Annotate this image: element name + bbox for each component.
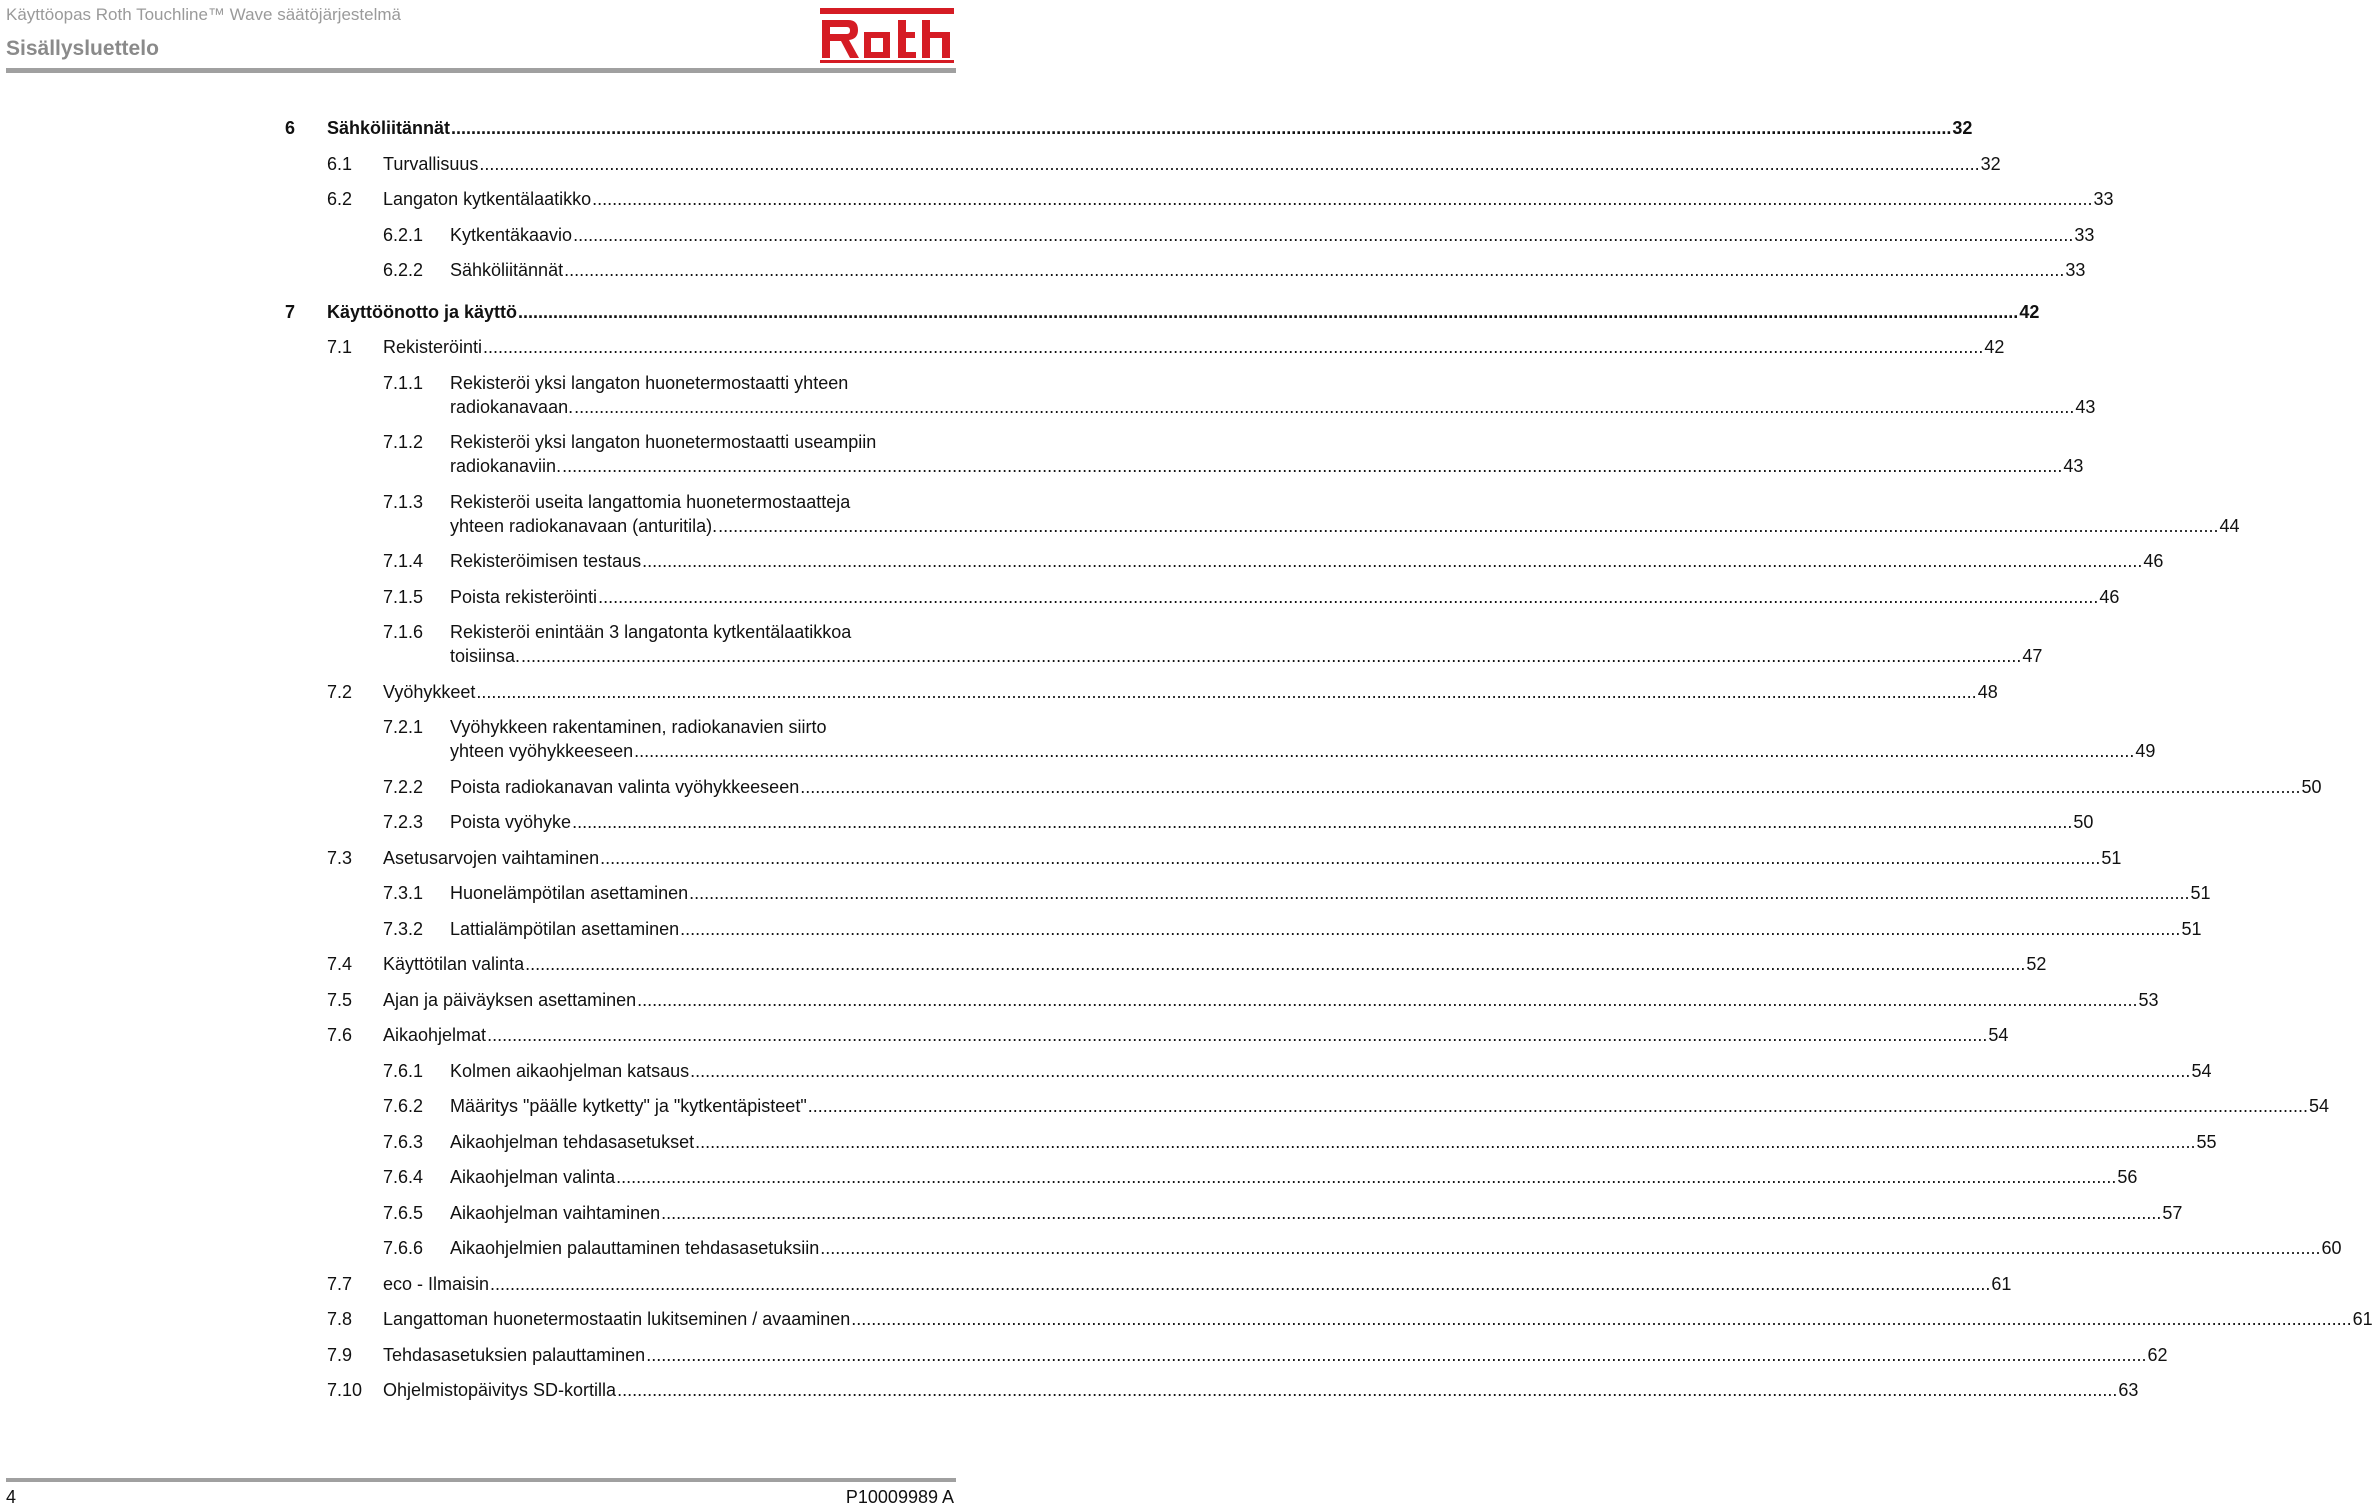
toc-entry[interactable] [285,116,1973,140]
toc-entry-title-continued: toisiinsa. [450,646,521,666]
toc-entry-page: 42 [1984,337,2005,357]
toc-entry[interactable] [285,300,2040,324]
toc-entry-title: Aikaohjelman vaihtaminen [450,1202,661,1223]
toc-entry-title: Rekisteröinti [383,337,483,357]
toc-entry-title: Vyöhykkeen rakentaminen, radiokanavien siirto [450,717,827,737]
toc-entry-page: 47 [2022,646,2043,666]
toc-entry[interactable] [327,1023,2009,1047]
toc-entry[interactable] [383,1165,2138,1189]
toc-entry-title: Ajan ja päiväyksen asettaminen [383,989,637,1010]
toc-entry[interactable] [383,549,2164,573]
toc-entry-number: 7.3.1 [383,883,424,903]
toc-entry-number: 7.2 [327,681,353,702]
dot-leader: ............................................................................................................................................................................................................................................................................................................ [592,189,2093,209]
toc-entry-title: Rekisteröi enintään 3 langatonta kytkentälaatikkoa [450,622,852,642]
toc-entry-page: 33 [2074,224,2095,245]
toc-entry-title: Sähköliitännät [450,260,564,280]
toc-entry[interactable] [383,490,2240,538]
toc-entry-number: 7.6.3 [383,1131,424,1152]
toc-entry-title-continued: yhteen radiokanavaan (anturitila). [450,515,718,536]
toc-entry-number: 7.6 [327,1025,353,1045]
toc-entry-number: 7.6.2 [383,1096,424,1116]
toc-entry-title: Tehdasasetuksien palauttaminen [383,1344,646,1365]
dot-leader: ............................................................................................................................................................................................................................................................................................................ [573,224,2074,245]
toc-entry-title: Poista radiokanavan valinta vyöhykkeeseen [450,776,800,797]
dot-leader: ............................................................................................................................................................................................................................................................................................................ [483,337,1984,357]
toc-entry[interactable] [327,988,2159,1012]
dot-leader: ............................................................................................................................................................................................................................................................................................................ [490,1273,1991,1294]
toc-entry[interactable] [383,775,2322,799]
toc-entry-title: Määritys "päälle kytketty" ja "kytkentäpisteet" [450,1096,807,1116]
dot-leader: ............................................................................................................................................................................................................................................................................................................ [617,1380,2118,1400]
toc-entry-number: 7.1.1 [383,372,424,393]
toc-entry[interactable] [383,620,2043,668]
dot-leader: ............................................................................................................................................................................................................................................................................................................ [800,776,2301,797]
toc-entry-number: 7.6.4 [383,1167,424,1187]
toc-entry-page: 32 [1952,118,1973,138]
toc-entry-number: 7.1 [327,337,353,357]
toc-entry[interactable] [327,846,2122,870]
toc-entry-page: 33 [2093,189,2114,209]
roth-logo [818,6,956,64]
toc-entry-number: 7.4 [327,954,353,974]
toc-entry[interactable] [383,715,2156,763]
dot-leader: ............................................................................................................................................................................................................................................................................................................ [598,586,2099,607]
dot-leader: ............................................................................................................................................................................................................................................................................................................ [807,1096,2309,1116]
dot-leader: ............................................................................................................................................................................................................................................................................................................ [564,260,2065,280]
toc-entry-page: 51 [2181,918,2202,939]
document-code: P10009989 A [845,1487,954,1507]
toc-entry[interactable] [383,1059,2212,1083]
toc-entry-title: Huonelämpötilan asettaminen [450,883,689,903]
toc-entry-title: Aikaohjelmien palauttaminen tehdasasetuksiin [450,1238,820,1258]
toc-entry-number: 7 [285,301,296,322]
toc-entry-title: eco - Ilmaisin [383,1273,490,1294]
toc-entry-title-continued: radiokanavaan. [450,396,574,417]
dot-leader: ............................................................................................................................................................................................................................................................................................................ [680,918,2181,939]
toc-entry-page: 33 [2065,260,2086,280]
toc-entry[interactable] [383,1094,2330,1118]
dot-leader: ............................................................................................................................................................................................................................................................................................................ [479,153,1980,174]
dot-leader: ............................................................................................................................................................................................................................................................................................................ [451,118,1952,138]
toc-entry-number: 6.2 [327,189,353,209]
toc-entry-title-continued: radiokanaviin. [450,456,562,476]
toc-entry[interactable] [327,152,2001,176]
toc-entry-title: Sähköliitännät [327,118,451,138]
toc-entry-title: Käyttöönotto ja käyttö [327,301,518,322]
toc-entry-title-continued: yhteen vyöhykkeeseen [450,741,634,761]
toc-entry[interactable] [383,1236,2342,1260]
toc-entry-number: 6.2.2 [383,260,424,280]
header-rule [6,68,956,73]
toc-entry-number: 7.2.3 [383,812,424,832]
toc-entry-page: 50 [2073,812,2094,832]
toc-entry-number: 6 [285,118,296,138]
toc-entry-page: 51 [2101,847,2122,868]
toc-entry-page: 54 [2309,1096,2330,1116]
toc-entry-title: Kolmen aikaohjelman katsaus [450,1060,690,1081]
page-number: 4 [6,1487,17,1507]
dot-leader: ............................................................................................................................................................................................................................................................................................................ [476,681,1977,702]
toc-entry-number: 6.2.1 [383,224,424,245]
toc-entry[interactable] [383,371,2096,419]
toc-entry-title: Langaton kytkentälaatikko [383,189,592,209]
toc-entry-title: Rekisteröi yksi langaton huonetermostaatti useampiin [450,432,877,452]
dot-leader: ............................................................................................................................................................................................................................................................................................................ [600,847,2101,868]
toc-entry-title: Turvallisuus [383,153,479,174]
toc-entry-page: 44 [2219,515,2240,536]
toc-entry[interactable] [383,917,2202,941]
dot-leader: ............................................................................................................................................................................................................................................................................................................ [695,1131,2196,1152]
toc-entry-title: Kytkentäkaavio [450,224,573,245]
toc-entry[interactable] [327,187,2114,211]
toc-entry-number: 7.2.1 [383,717,424,737]
toc-entry[interactable] [327,1343,2168,1367]
toc-entry-number: 7.7 [327,1273,353,1294]
dot-leader: ............................................................................................................................................................................................................................................................................................................ [637,989,2138,1010]
toc-entry[interactable] [383,810,2094,834]
dot-leader: ............................................................................................................................................................................................................................................................................................................ [689,883,2190,903]
toc-entry-number: 7.8 [327,1309,353,1329]
toc-entry[interactable] [383,1130,2217,1154]
toc-entry-number: 7.3 [327,847,353,868]
toc-entry-number: 7.1.2 [383,432,424,452]
toc-entry[interactable] [327,952,2047,976]
toc-entry-number: 7.1.4 [383,551,424,571]
dot-leader: ............................................................................................................................................................................................................................................................................................................ [642,551,2143,571]
toc-entry-page: 46 [2099,586,2120,607]
toc-entry-page: 42 [2019,301,2040,322]
toc-entry-page: 48 [1977,681,1998,702]
toc-entry[interactable] [327,1378,2139,1402]
toc-entry-page: 57 [2162,1202,2183,1223]
toc-entry[interactable] [383,223,2095,247]
dot-leader: ............................................................................................................................................................................................................................................................................................................ [661,1202,2162,1223]
toc-entry-page: 61 [1991,1273,2012,1294]
toc-entry[interactable] [327,1272,2012,1296]
toc-entry-title: Ohjelmistopäivitys SD-kortilla [383,1380,617,1400]
dot-leader: ............................................................................................................................................................................................................................................................................................................ [525,954,2026,974]
toc-entry-page: 43 [2063,456,2084,476]
toc-entry[interactable] [383,881,2211,905]
toc-entry-title: Asetusarvojen vaihtaminen [383,847,600,868]
toc-entry-page: 54 [2191,1060,2212,1081]
toc-entry-title: Rekisteröi yksi langaton huonetermostaatti yhteen [450,372,849,393]
toc-entry-title: Aikaohjelman valinta [450,1167,616,1187]
toc-entry-title: Aikaohjelman tehdasasetukset [450,1131,695,1152]
toc-entry-number: 7.9 [327,1344,353,1365]
dot-leader: ............................................................................................................................................................................................................................................................................................................ [820,1238,2321,1258]
toc-entry-page: 53 [2138,989,2159,1010]
toc-entry[interactable] [327,335,2005,359]
toc-entry-number: 7.5 [327,989,353,1010]
toc-entry-page: 50 [2301,776,2322,797]
dot-leader: ............................................................................................................................................................................................................................................................................................................ [521,646,2022,666]
toc-entry-title: Rekisteröimisen testaus [450,551,642,571]
page-title: Sisällysluettelo [6,37,159,60]
toc-entry-title: Langattoman huonetermostaatin lukitseminen / avaaminen [383,1309,851,1329]
toc-entry[interactable] [327,680,1998,704]
toc-entry-page: 55 [2196,1131,2217,1152]
toc-entry-title: Vyöhykkeet [383,681,476,702]
dot-leader: ............................................................................................................................................................................................................................................................................................................ [634,741,2135,761]
toc-entry-number: 7.2.2 [383,776,424,797]
toc-entry-page: 61 [2352,1309,2373,1329]
dot-leader: ............................................................................................................................................................................................................................................................................................................ [718,515,2219,536]
toc-entry-title: Käyttötilan valinta [383,954,525,974]
toc-entry-number: 7.1.6 [383,622,424,642]
toc-entry-page: 60 [2321,1238,2342,1258]
dot-leader: ............................................................................................................................................................................................................................................................................................................ [851,1309,2352,1329]
toc-entry-number: 7.6.1 [383,1060,424,1081]
toc-entry[interactable] [383,585,2120,609]
toc-entry-page: 62 [2147,1344,2168,1365]
dot-leader: ............................................................................................................................................................................................................................................................................................................ [574,396,2075,417]
toc-entry-page: 32 [1980,153,2001,174]
toc-entry-page: 54 [1988,1025,2009,1045]
toc-entry[interactable] [327,1307,2373,1331]
dot-leader: ............................................................................................................................................................................................................................................................................................................ [562,456,2063,476]
toc-entry-title: Poista vyöhyke [450,812,572,832]
toc-entry[interactable] [383,258,2086,282]
toc-entry-number: 7.6.6 [383,1238,424,1258]
toc-entry-number: 7.1.3 [383,491,424,512]
document-subtitle: Käyttöopas Roth Touchline™ Wave säätöjärjestelmä [6,5,401,24]
toc-entry-title: Rekisteröi useita langattomia huonetermostaatteja [450,491,851,512]
toc-entry-title: Lattialämpötilan asettaminen [450,918,680,939]
dot-leader: ............................................................................................................................................................................................................................................................................................................ [572,812,2073,832]
toc-entry-page: 46 [2143,551,2164,571]
toc-entry-page: 43 [2075,396,2096,417]
toc-entry-page: 63 [2118,1380,2139,1400]
dot-leader: ............................................................................................................................................................................................................................................................................................................ [518,301,2019,322]
toc-entry-page: 51 [2190,883,2211,903]
toc-entry-number: 7.6.5 [383,1202,424,1223]
toc-entry-title: Aikaohjelmat [383,1025,487,1045]
toc-entry-number: 7.1.5 [383,586,424,607]
dot-leader: ............................................................................................................................................................................................................................................................................................................ [646,1344,2147,1365]
toc-entry-page: 52 [2026,954,2047,974]
toc-entry-number: 7.10 [327,1380,363,1400]
toc-entry-page: 49 [2135,741,2156,761]
dot-leader: ............................................................................................................................................................................................................................................................................................................ [616,1167,2117,1187]
footer-rule [6,1478,956,1482]
toc-entry-number: 7.3.2 [383,918,424,939]
toc-entry[interactable] [383,1201,2183,1225]
dot-leader: ............................................................................................................................................................................................................................................................................................................ [487,1025,1988,1045]
toc-entry-number: 6.1 [327,153,353,174]
toc-entry[interactable] [383,430,2084,478]
toc-entry-page: 56 [2117,1167,2138,1187]
toc-entry-title: Poista rekisteröinti [450,586,598,607]
dot-leader: ............................................................................................................................................................................................................................................................................................................ [690,1060,2191,1081]
